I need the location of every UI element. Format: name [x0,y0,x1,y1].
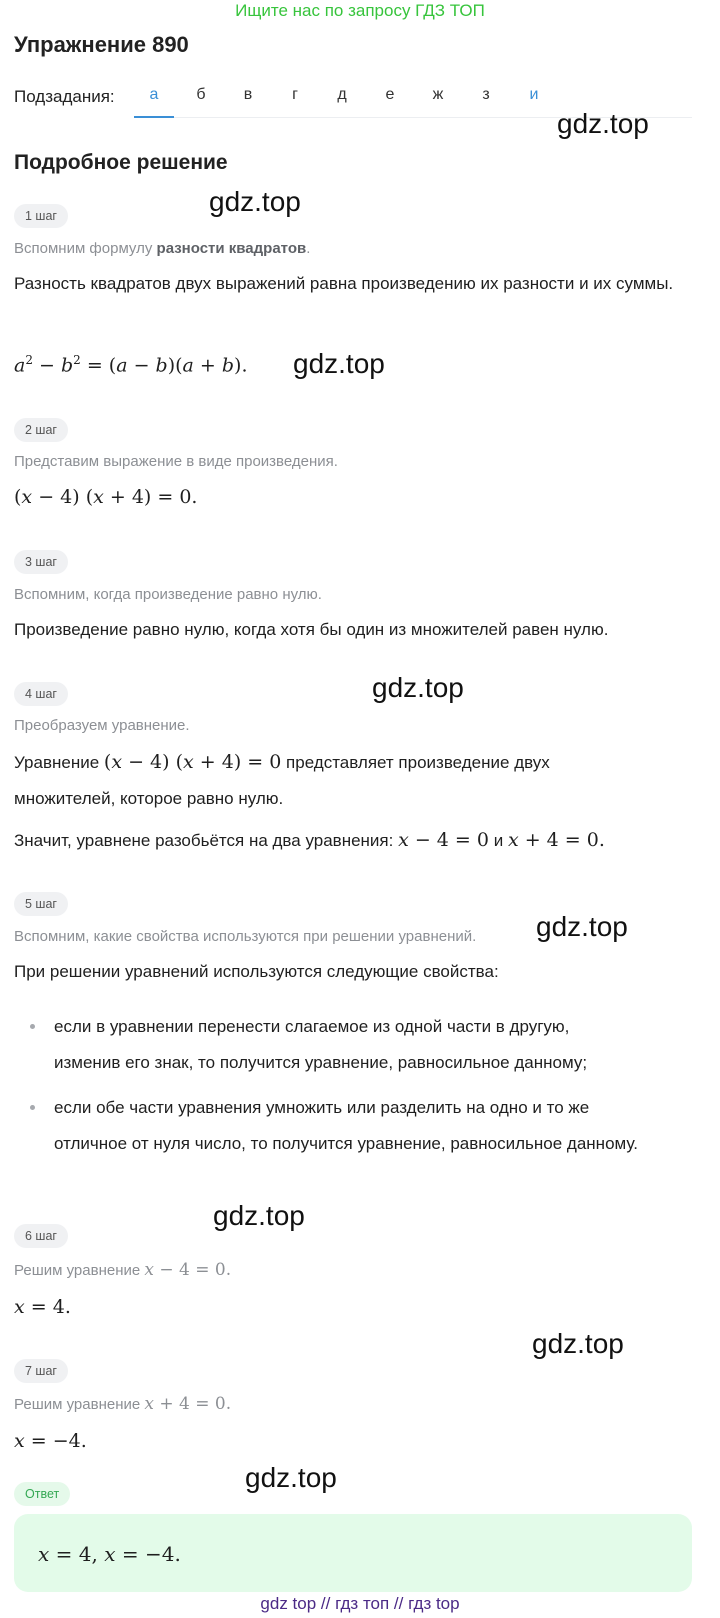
footer-links[interactable]: gdz top // гдз топ // гдз top [260,1594,460,1613]
watermark: gdz.top [245,1462,337,1493]
step-text: Разность квадратов двух выражений равна произведению их разности и их суммы. [14,274,674,293]
solution-x2: x = −4. [14,1430,87,1452]
solution-heading: Подробное решение [14,151,228,174]
step-text: Уравнение (x − 4) (x + 4) = 0 представляет произведение двух множителей, которое равно нулю. [14,751,550,808]
solution-x1: x = 4. [14,1296,71,1318]
tab-a[interactable]: а [149,86,159,103]
watermark: gdz.top [372,672,464,703]
answer-value: x = 4, x = −4. [38,1542,181,1566]
list-item: если обе части уравнения умножить или разделить на одно и то же отличное от нуля число, то получится уравнение, равносильное данному. [30,1090,690,1162]
subtasks-label: Подзадания: [14,87,115,106]
tab-g[interactable]: г [292,86,298,103]
watermark: gdz.top [536,911,628,942]
step-badge: 6 шаг [14,1224,68,1248]
tab-e[interactable]: е [385,86,395,103]
tab-v[interactable]: в [243,86,253,103]
watermark: gdz.top [532,1328,624,1359]
step-hint: Преобразуем уравнение. [14,717,190,734]
step-hint: Вспомним формулу разности квадратов. [14,240,311,257]
step-hint: Вспомним, какие свойства используются при решении уравнений. [14,928,477,945]
tab-z[interactable]: з [482,86,490,103]
answer-box [14,1514,692,1592]
page-title: Упражнение 890 [14,32,189,57]
active-tab-indicator [134,116,174,118]
watermark: gdz.top [209,186,301,217]
watermark: gdz.top [213,1200,305,1231]
step-hint: Представим выражение в виде произведения. [14,453,338,470]
step-text: Произведение равно нулю, когда хотя бы один из множителей равен нулю. [14,620,609,639]
watermark: gdz.top [557,108,649,139]
step-hint: Решим уравнение x + 4 = 0. [14,1394,232,1414]
formula-difference-of-squares: $a^2 - b^2 = (a - b)(a + b)$. [14,353,248,377]
bullet-dot [30,1024,35,1029]
step-text: При решении уравнений используются следующие свойства: [14,962,499,981]
tab-d[interactable]: д [337,86,347,103]
step-hint: Решим уравнение x − 4 = 0. [14,1260,232,1280]
tab-b[interactable]: б [196,86,206,103]
search-banner: Ищите нас по запросу ГДЗ ТОП [235,1,485,20]
step-text: Значит, уравнене разобьётся на два уравнения: x − 4 = 0 и x + 4 = 0. [14,829,605,851]
list-item: если в уравнении перенести слагаемое из одной части в другую, изменив его знак, то получится уравнение, равносильное данному; [30,1009,690,1081]
step-hint: Вспомним, когда произведение равно нулю. [14,586,322,603]
bullet-dot [30,1105,35,1110]
step-badge: 3 шаг [14,550,68,574]
tab-i[interactable]: и [529,86,539,103]
step-badge: 1 шаг [14,204,68,228]
step-badge: 7 шаг [14,1359,68,1383]
step-badge: 5 шаг [14,892,68,916]
formula-product: (x − 4) (x + 4) = 0. [14,486,198,508]
step-badge: 4 шаг [14,682,68,706]
answer-badge: Ответ [14,1482,70,1506]
watermark: gdz.top [293,348,385,379]
step-badge: 2 шаг [14,418,68,442]
tab-zh[interactable]: ж [432,86,444,103]
